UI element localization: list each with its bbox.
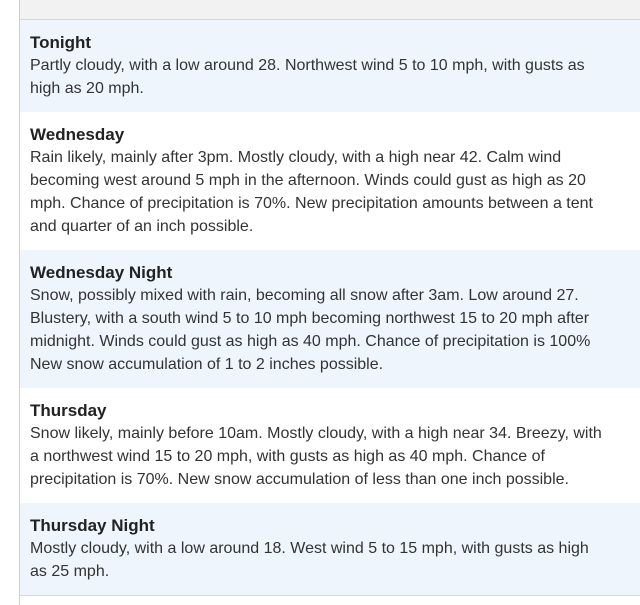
period-detail-line: midnight. Winds could gust as high as 40 mph. Chance of precipitation is 100% (30, 333, 591, 350)
period-name: Thursday (30, 401, 107, 420)
forecast-period-tonight (20, 20, 640, 112)
forecast-period-thursday-night (20, 503, 640, 595)
period-name: Wednesday (30, 125, 125, 144)
forecast-list (20, 20, 640, 596)
period-detail-line: New snow accumulation of 1 to 2 inches possible. (30, 356, 384, 373)
period-detail-line: Snow, possibly mixed with rain, becoming all snow after 3am. Low around 27. (30, 287, 579, 304)
period-detail-line: mph. Chance of precipitation is 70%. New precipitation amounts between a tent (30, 195, 593, 212)
panel-header-bar (20, 0, 640, 20)
period-detail-line: a northwest wind 15 to 20 mph, with gusts as high as 40 mph. Chance of (30, 448, 545, 465)
period-detail-line: Snow likely, mainly before 10am. Mostly cloudy, with a high near 34. Breezy, with (30, 425, 602, 442)
forecast-period-thursday (20, 388, 640, 503)
period-detail-line: and quarter of an inch possible. (30, 218, 254, 235)
period-detail-line: as 25 mph. (30, 563, 110, 580)
period-detail-line: high as 20 mph. (30, 80, 144, 97)
forecast-period-wednesday (20, 112, 640, 250)
period-detail-line: Partly cloudy, with a low around 28. Northwest wind 5 to 10 mph, with gusts as (30, 57, 585, 74)
forecast-period-wednesday-night (20, 250, 640, 388)
period-name: Wednesday Night (30, 263, 173, 282)
period-detail-line: becoming west around 5 mph in the afternoon. Winds could gust as high as 20 (30, 172, 586, 189)
period-name: Thursday Night (30, 516, 155, 535)
forecast-panel (19, 0, 640, 605)
period-name: Tonight (30, 33, 92, 52)
period-detail-line: Mostly cloudy, with a low around 18. West wind 5 to 15 mph, with gusts as high (30, 540, 589, 557)
period-detail-line: Rain likely, mainly after 3pm. Mostly cloudy, with a high near 42. Calm wind (30, 149, 562, 166)
period-detail-line: Blustery, with a south wind 5 to 10 mph becoming northwest 15 to 20 mph after (30, 310, 590, 327)
period-detail-line: precipitation is 70%. New snow accumulation of less than one inch possible. (30, 471, 569, 488)
list-bottom-divider (20, 595, 640, 596)
